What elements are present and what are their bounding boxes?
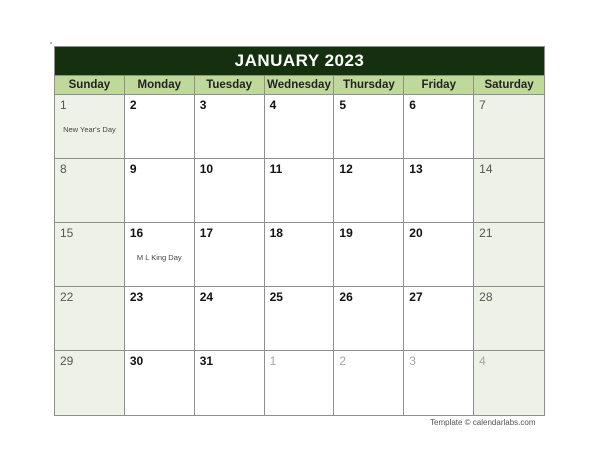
day-number: 11 xyxy=(269,162,283,176)
day-cell xyxy=(474,95,544,159)
month-title: JANUARY 2023 xyxy=(55,47,544,76)
day-number: 19 xyxy=(339,226,353,240)
day-number: 22 xyxy=(60,290,74,304)
day-cell xyxy=(404,159,474,223)
day-number: 31 xyxy=(199,354,214,368)
holiday-label: New Year's Day xyxy=(63,125,116,134)
corner-mark xyxy=(50,42,52,44)
day-cell xyxy=(404,223,474,287)
day-cell-next-month xyxy=(334,351,404,415)
day-cell-next-month xyxy=(265,351,335,415)
day-number: 7 xyxy=(479,98,486,112)
day-cell xyxy=(125,95,195,159)
weekday-sunday: Sunday xyxy=(55,76,125,94)
holiday-label: M L King Day xyxy=(136,253,182,262)
day-number: 26 xyxy=(339,290,353,304)
day-number: 10 xyxy=(199,162,214,176)
day-number: 5 xyxy=(339,98,347,112)
day-cell xyxy=(125,351,195,415)
day-number: 17 xyxy=(199,226,214,240)
day-number: 29 xyxy=(60,354,74,368)
day-number: 14 xyxy=(479,162,493,176)
day-number: 6 xyxy=(409,98,416,112)
footer-credit: Template © calendarlabs.com xyxy=(430,418,536,427)
day-cell-next-month xyxy=(404,351,474,415)
day-cell xyxy=(334,223,404,287)
day-cell xyxy=(55,351,125,415)
day-grid xyxy=(55,95,544,415)
day-cell-next-month xyxy=(474,351,544,415)
day-number: 1 xyxy=(60,98,67,112)
day-cell xyxy=(334,287,404,351)
day-number: 12 xyxy=(339,162,353,176)
day-number: 13 xyxy=(409,162,423,176)
day-cell xyxy=(195,159,265,223)
day-number: 28 xyxy=(479,290,493,304)
day-cell xyxy=(55,95,125,159)
day-cell xyxy=(195,351,265,415)
weekday-saturday: Saturday xyxy=(484,79,534,91)
day-number: 15 xyxy=(60,226,74,240)
day-cell xyxy=(474,223,544,287)
day-number: 3 xyxy=(409,354,416,368)
day-cell xyxy=(195,95,265,159)
weekday-wednesday: Wednesday xyxy=(265,76,335,94)
calendar xyxy=(54,46,545,416)
day-number: 20 xyxy=(409,226,423,240)
day-cell xyxy=(55,287,125,351)
day-cell xyxy=(474,159,544,223)
day-cell xyxy=(125,159,195,223)
day-cell xyxy=(265,159,335,223)
day-number: 21 xyxy=(479,226,493,240)
day-number: 27 xyxy=(409,290,423,304)
day-number: 18 xyxy=(269,226,283,240)
day-cell xyxy=(474,287,544,351)
day-number: 24 xyxy=(199,290,214,304)
day-cell xyxy=(265,95,335,159)
day-number: 9 xyxy=(129,162,137,176)
day-cell xyxy=(55,223,125,287)
day-cell xyxy=(125,223,195,287)
day-number: 25 xyxy=(269,290,283,304)
day-cell xyxy=(195,223,265,287)
day-number: 2 xyxy=(339,354,347,368)
day-cell xyxy=(55,159,125,223)
day-number: 4 xyxy=(269,98,277,112)
day-cell xyxy=(334,95,404,159)
weekday-monday: Monday xyxy=(125,76,195,94)
day-cell xyxy=(265,223,335,287)
day-number: 3 xyxy=(199,98,207,112)
day-number: 8 xyxy=(60,162,67,176)
day-number: 23 xyxy=(129,290,144,304)
day-number: 1 xyxy=(269,354,277,368)
day-cell xyxy=(265,287,335,351)
weekday-friday: Friday xyxy=(404,76,474,94)
day-cell xyxy=(404,287,474,351)
day-cell xyxy=(125,287,195,351)
weekday-tuesday: Tuesday xyxy=(195,76,265,94)
day-number: 30 xyxy=(129,354,144,368)
day-number: 16 xyxy=(129,226,144,240)
weekday-header-row xyxy=(55,76,544,95)
day-cell xyxy=(404,95,474,159)
day-cell xyxy=(195,287,265,351)
day-number: 2 xyxy=(129,98,137,112)
day-number: 4 xyxy=(479,354,486,368)
day-cell xyxy=(334,159,404,223)
weekday-thursday: Thursday xyxy=(334,76,404,94)
